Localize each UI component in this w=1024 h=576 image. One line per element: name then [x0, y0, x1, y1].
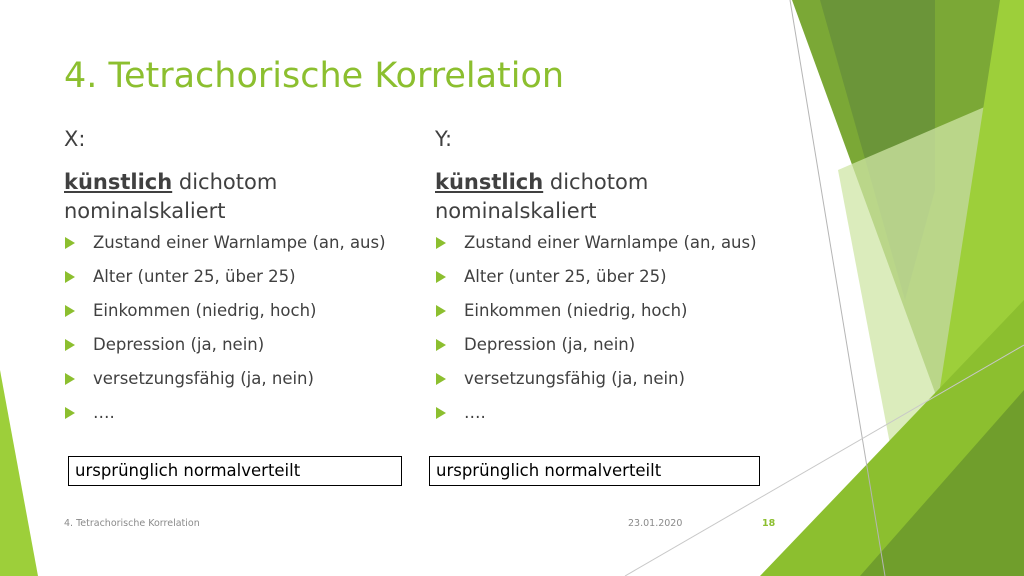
footer-date: 23.01.2020	[628, 518, 683, 529]
triangle-bullet-icon	[65, 271, 75, 283]
column-y	[435, 124, 775, 435]
description-rest: dichotom nominalskaliert	[64, 170, 278, 223]
footer-title: 4. Tetrachorische Korrelation	[64, 518, 200, 529]
triangle-bullet-icon	[65, 339, 75, 351]
list-item: versetzungsfähig (ja, nein)	[435, 367, 775, 401]
list-item: Alter (unter 25, über 25)	[435, 265, 775, 299]
normal-distribution-box-x: ursprünglich normalverteilt	[68, 456, 402, 486]
triangle-bullet-icon	[436, 373, 446, 385]
description-rest: dichotom nominalskaliert	[435, 170, 649, 223]
triangle-bullet-icon	[65, 237, 75, 249]
list-item: ….	[435, 401, 775, 435]
triangle-bullet-icon	[436, 237, 446, 249]
variable-description	[435, 168, 775, 226]
triangle-bullet-icon	[436, 305, 446, 317]
column-x	[64, 124, 404, 435]
slide-title: 4. Tetrachorische Korrelation	[64, 56, 565, 96]
variable-description	[64, 168, 404, 226]
list-item: Einkommen (niedrig, hoch)	[64, 299, 404, 333]
left-green-sliver	[0, 370, 38, 576]
variable-label: Y:	[435, 127, 453, 151]
example-list	[64, 231, 404, 435]
normal-distribution-box-y: ursprünglich normalverteilt	[429, 456, 760, 486]
variable-label: X:	[64, 127, 86, 151]
list-item: Alter (unter 25, über 25)	[64, 265, 404, 299]
list-item: ….	[64, 401, 404, 435]
triangle-bullet-icon	[436, 271, 446, 283]
list-item: Zustand einer Warnlampe (an, aus)	[435, 231, 775, 265]
list-item: versetzungsfähig (ja, nein)	[64, 367, 404, 401]
example-list	[435, 231, 775, 435]
list-item: Depression (ja, nein)	[435, 333, 775, 367]
description-emphasis: künstlich	[64, 170, 173, 194]
triangle-bullet-icon	[65, 373, 75, 385]
slide-number: 18	[762, 518, 776, 529]
description-emphasis: künstlich	[435, 170, 544, 194]
list-item: Einkommen (niedrig, hoch)	[435, 299, 775, 333]
triangle-bullet-icon	[65, 305, 75, 317]
triangle-bullet-icon	[436, 407, 446, 419]
triangle-bullet-icon	[436, 339, 446, 351]
list-item: Zustand einer Warnlampe (an, aus)	[64, 231, 404, 265]
triangle-bullet-icon	[65, 407, 75, 419]
list-item: Depression (ja, nein)	[64, 333, 404, 367]
